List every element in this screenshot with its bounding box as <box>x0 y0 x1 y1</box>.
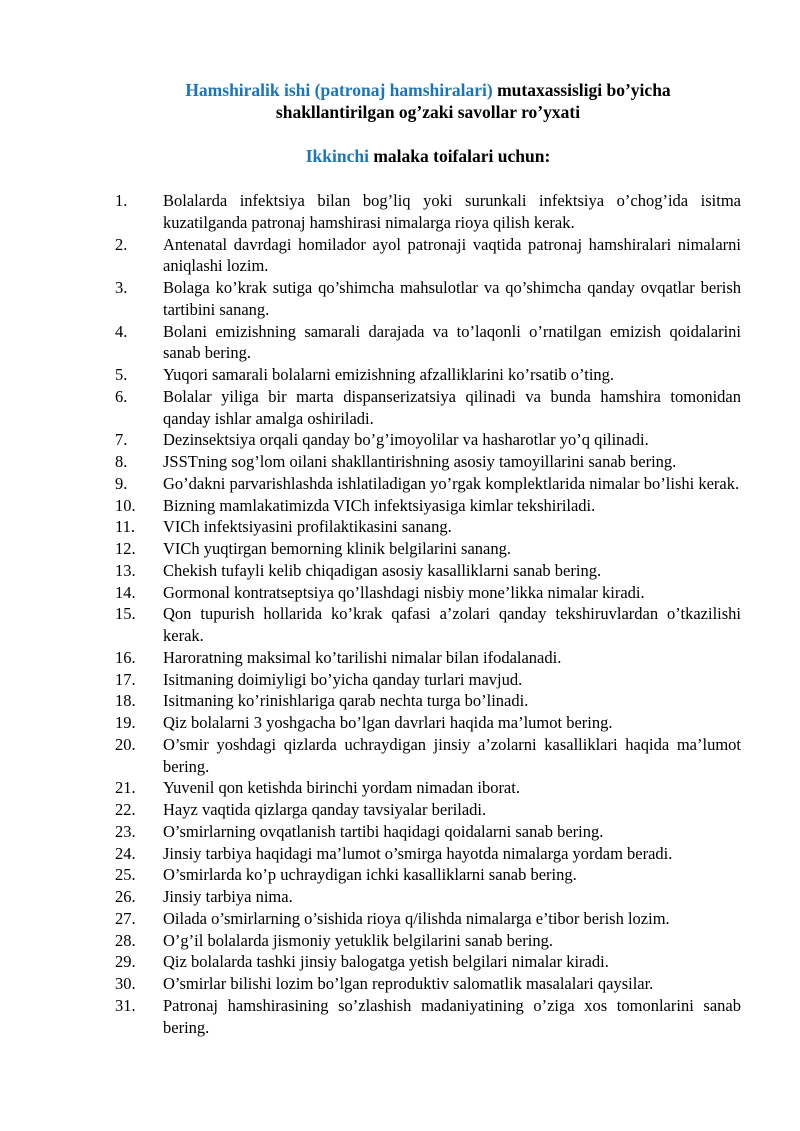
question-item <box>60 560 741 582</box>
question-number: 12. <box>115 539 136 558</box>
document-title-rest: mutaxassisligi bo’yicha <box>492 80 671 100</box>
question-item <box>60 908 741 930</box>
question-item <box>60 386 741 430</box>
question-item <box>60 451 741 473</box>
question-number: 11. <box>115 517 136 537</box>
question-number: 24. <box>115 843 136 863</box>
question-text: Yuqori samarali bolalarni emizishning afzalliklarini ko’rsatib o’ting. <box>163 365 615 384</box>
question-item <box>60 690 741 712</box>
question-text: Patronaj hamshirasining so’zlashish madaniyatining o’ziga xos tomonlarini sanab bering. <box>163 995 741 1037</box>
question-number: 31. <box>115 995 136 1015</box>
question-number: 16. <box>115 647 136 667</box>
question-item <box>60 321 741 365</box>
question-number: 17. <box>115 669 136 689</box>
question-item <box>60 364 741 386</box>
question-text: JSSTning sog’lom oilani shakllantirishning asosiy tamoyillarini sanab bering. <box>163 452 677 471</box>
question-item <box>60 799 741 821</box>
question-text: O’smirlarning ovqatlanish tartibi haqidagi qoidalarni sanab bering. <box>163 821 604 841</box>
question-number: 5. <box>115 365 128 384</box>
question-number: 9. <box>115 473 128 493</box>
question-number: 4. <box>115 321 128 341</box>
question-text: Qiz bolalarda tashki jinsiy balogatga yetish belgilari nimalar kiradi. <box>163 952 609 972</box>
question-number: 13. <box>115 560 136 580</box>
document-subtitle <box>115 145 741 167</box>
question-number: 28. <box>115 930 136 950</box>
question-text: VICh yuqtirgan bemorning klinik belgilarini sanang. <box>163 539 511 558</box>
question-item <box>60 930 741 952</box>
question-item <box>60 603 741 647</box>
question-text: Bolalar yiliga bir marta dispanserizatsiya qilinadi va bunda hamshira tomonidan qanday ishlar amalga oshiriladi. <box>163 386 741 428</box>
question-text: Bolaga ko’krak sutiga qo’shimcha mahsulotlar va qo’shimcha qanday ovqatlar berish tartibini sanang. <box>163 278 741 319</box>
question-item <box>60 973 741 995</box>
question-number: 10. <box>115 495 136 515</box>
document-title <box>115 79 741 123</box>
question-text: Oilada o’smirlarning o’sishida rioya q/ilishda nimalarga e’tibor berish lozim. <box>163 908 670 928</box>
question-item <box>60 277 741 321</box>
question-item <box>60 190 741 234</box>
question-text: Go’dakni parvarishlashda ishlatiladigan yo’rgak komplektlarida nimalar bo’lishi kerak. <box>163 473 740 493</box>
question-number: 3. <box>115 278 128 297</box>
question-number: 25. <box>115 865 136 885</box>
question-number: 30. <box>115 974 136 993</box>
document-title-highlight: Hamshiralik ishi (patronaj hamshiralari) <box>185 80 493 100</box>
question-number: 14. <box>115 582 136 602</box>
question-text: O’g’il bolalarda jismoniy yetuklik belgilarini sanab bering. <box>163 930 553 950</box>
question-text: Hayz vaqtida qizlarga qanday tavsiyalar beriladi. <box>163 800 487 819</box>
question-text: Bizning mamlakatimizda VICh infektsiyasiga kimlar tekshiriladi. <box>163 495 596 515</box>
subtitle-rest: malaka toifalari uchun: <box>368 146 551 166</box>
question-list <box>60 190 741 1038</box>
question-number: 2. <box>115 234 128 254</box>
question-text: Isitmaning ko’rinishlariga qarab nechta turga bo’linadi. <box>163 691 529 711</box>
question-item <box>60 647 741 669</box>
question-number: 26. <box>115 887 136 906</box>
question-text: Qiz bolalarni 3 yoshgacha bo’lgan davrlari haqida ma’lumot bering. <box>163 713 613 732</box>
question-number: 20. <box>115 734 136 754</box>
question-text: Jinsiy tarbiya haqidagi ma’lumot o’smirga hayotda nimalarga yordam beradi. <box>163 843 673 863</box>
question-number: 1. <box>115 191 128 210</box>
question-text: O’smir yoshdagi qizlarda uchraydigan jinsiy a’zolarni kasalliklari haqida ma’lumot bering. <box>163 734 741 776</box>
question-item <box>60 669 741 691</box>
question-text: Jinsiy tarbiya nima. <box>163 887 293 906</box>
document-title-line2: shakllantirilgan og’zaki savollar ro’yxati <box>275 102 581 122</box>
question-number: 7. <box>115 430 128 450</box>
question-number: 6. <box>115 386 128 406</box>
question-item <box>60 473 741 495</box>
question-text: Gormonal kontratseptsiya qo’llashdagi nisbiy mone’likka nimalar kiradi. <box>163 582 645 602</box>
question-text: Yuvenil qon ketishda birinchi yordam nimadan iborat. <box>163 778 520 798</box>
question-item <box>60 712 741 734</box>
question-item <box>60 886 741 908</box>
question-item <box>60 495 741 517</box>
question-item <box>60 516 741 538</box>
question-text: Chekish tufayli kelib chiqadigan asosiy kasalliklarni sanab bering. <box>163 560 602 580</box>
question-item <box>60 843 741 865</box>
question-number: 15. <box>115 604 136 624</box>
question-text: Haroratning maksimal ko’tarilishi nimalar bilan ifodalanadi. <box>163 647 562 667</box>
question-item <box>60 951 741 973</box>
question-text: O’smirlar bilishi lozim bo’lgan reproduktiv salomatlik masalalari qaysilar. <box>163 974 654 993</box>
question-number: 21. <box>115 778 136 798</box>
question-item <box>60 582 741 604</box>
question-number: 29. <box>115 952 136 972</box>
question-text: Isitmaning doimiyligi bo’yicha qanday turlari mavjud. <box>163 669 523 689</box>
question-item <box>60 821 741 843</box>
question-number: 23. <box>115 821 136 841</box>
question-text: Bolani emizishning samarali darajada va to’laqonli o’rnatilgan emizish qoidalarini sanab bering. <box>163 321 741 363</box>
question-item <box>60 777 741 799</box>
question-text: Antenatal davrdagi homilador ayol patronaji vaqtida patronaj hamshiralari nimalarni aniqlashi lozim. <box>163 234 741 276</box>
question-item <box>60 995 741 1039</box>
question-item <box>60 864 741 886</box>
question-item <box>60 734 741 778</box>
question-text: O’smirlarda ko’p uchraydigan ichki kasalliklarni sanab bering. <box>163 865 577 885</box>
question-text: Qon tupurish hollarida ko’krak qafasi a’zolari qanday tekshiruvlardan o’tkazilishi kerak. <box>163 604 741 645</box>
question-number: 8. <box>115 452 128 471</box>
question-number: 22. <box>115 800 136 819</box>
question-number: 18. <box>115 691 136 711</box>
question-number: 27. <box>115 908 136 928</box>
question-text: Dezinsektsiya orqali qanday bo’g’imoyolilar va hasharotlar yo’q qilinadi. <box>163 430 649 450</box>
question-item <box>60 538 741 560</box>
question-number: 19. <box>115 713 136 732</box>
question-item <box>60 234 741 278</box>
question-text: Bolalarda infektsiya bilan bog’liq yoki surunkali infektsiya o’chog’ida isitma kuzatilganda patronaj hamshirasi nimalarga rioya qilish kerak. <box>163 191 741 232</box>
subtitle-highlight: Ikkinchi <box>305 146 369 166</box>
question-item <box>60 429 741 451</box>
question-text: VICh infektsiyasini profilaktikasini sanang. <box>163 517 452 537</box>
